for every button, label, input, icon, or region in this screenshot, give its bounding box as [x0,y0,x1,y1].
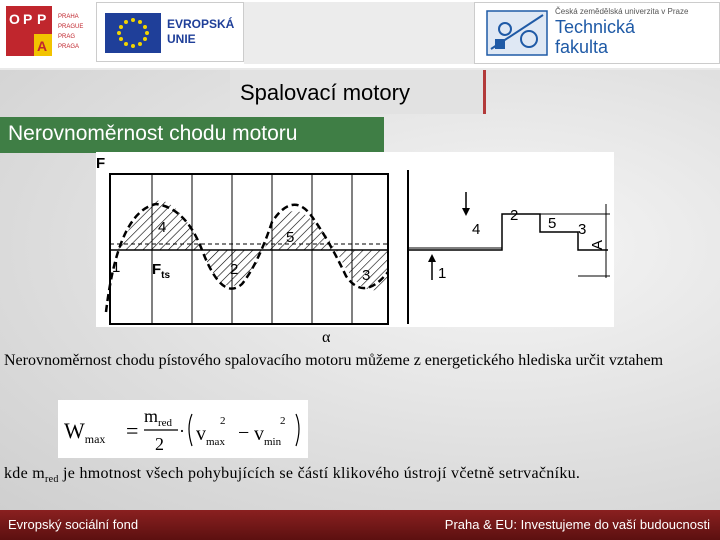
definition-rest: je hmotnost všech pohybujících se částí klikového ústrojí včetně setrvačníku. [58,465,581,482]
tf-logo [474,2,720,64]
eu-flag-icon [105,13,161,53]
eu-logo-text [167,17,234,47]
eu-logo [96,2,244,62]
formula-wmax [58,400,308,458]
svg-text:P: P [37,11,47,27]
tf-line1: Technická [555,17,636,37]
formula-denominator: 2 [155,434,164,454]
svg-text:A: A [37,38,48,54]
label-right-4: 4 [472,221,481,238]
label-area-5: 5 [286,229,295,246]
slide-title-box [230,70,486,114]
tf-line2: fakulta [555,37,609,57]
formula-lhs: $W_{max}$ [64,418,106,446]
label-area-2: 2 [230,261,239,278]
opp-praha-logo [6,6,102,56]
eu-text-line1: EVROPSKÁ [167,17,235,31]
paragraph-intro: Nerovnoměrnost chodu pístového spalovacího motoru můžeme z energetického hlediska určit vztahem [4,352,664,369]
label-right-3: 3 [578,221,587,238]
svg-text:PRAGUE: PRAGUE [58,24,84,30]
formula-vmin: $v_{min}$ [254,423,282,448]
formula-minus: − [238,422,250,444]
formula-dot: · [179,421,185,441]
label-area-4: 4 [158,219,167,236]
footer-right-text: Praha & EU: Investujeme do vaší budoucnosti [444,517,710,532]
formula-exp2: 2 [280,415,286,427]
definition-subscript: red [45,474,59,486]
force-diagram [96,152,614,347]
label-amplitude-a: A [589,239,606,250]
footer-left-text: Evropský sociální fond [8,517,139,532]
slide-title: Spalovací motory [240,80,410,105]
formula-paren-right [296,414,299,446]
slide-subtitle: Nerovnoměrnost chodu motoru [8,122,298,145]
y-axis-label: F [96,155,106,172]
eu-text-line2: UNIE [167,32,196,46]
fts-label: $F_{ts}$ [152,261,171,281]
header [0,0,720,68]
footer-bar [0,510,720,540]
svg-text:P: P [23,11,33,27]
svg-text:PRAHA: PRAHA [58,14,79,20]
svg-text:PRAG: PRAG [58,34,76,40]
label-right-5: 5 [548,215,557,232]
formula-exp1: 2 [220,415,226,427]
formula-numerator: $m_{red}$ [144,406,173,429]
tf-emblem-icon [485,9,549,57]
tf-faculty-name [555,17,635,57]
label-right-2: 2 [510,207,519,224]
formula-vmax: $v_{max}$ [196,423,225,448]
label-right-1: 1 [438,265,447,282]
svg-text:O: O [9,11,20,27]
formula-equals: = [126,418,139,443]
label-area-3: 3 [362,267,371,284]
tf-university-name: Česká zemědělská univerzita v Praze [555,7,689,16]
paragraph-definition [4,462,710,491]
label-point-1: 1 [112,259,121,276]
definition-start: kde m [4,465,46,482]
formula-paren-left [189,414,192,446]
header-band [244,2,474,64]
x-axis-label: α [322,329,331,346]
svg-text:PRAGA: PRAGA [58,44,80,50]
slide-subtitle-box [0,117,384,153]
